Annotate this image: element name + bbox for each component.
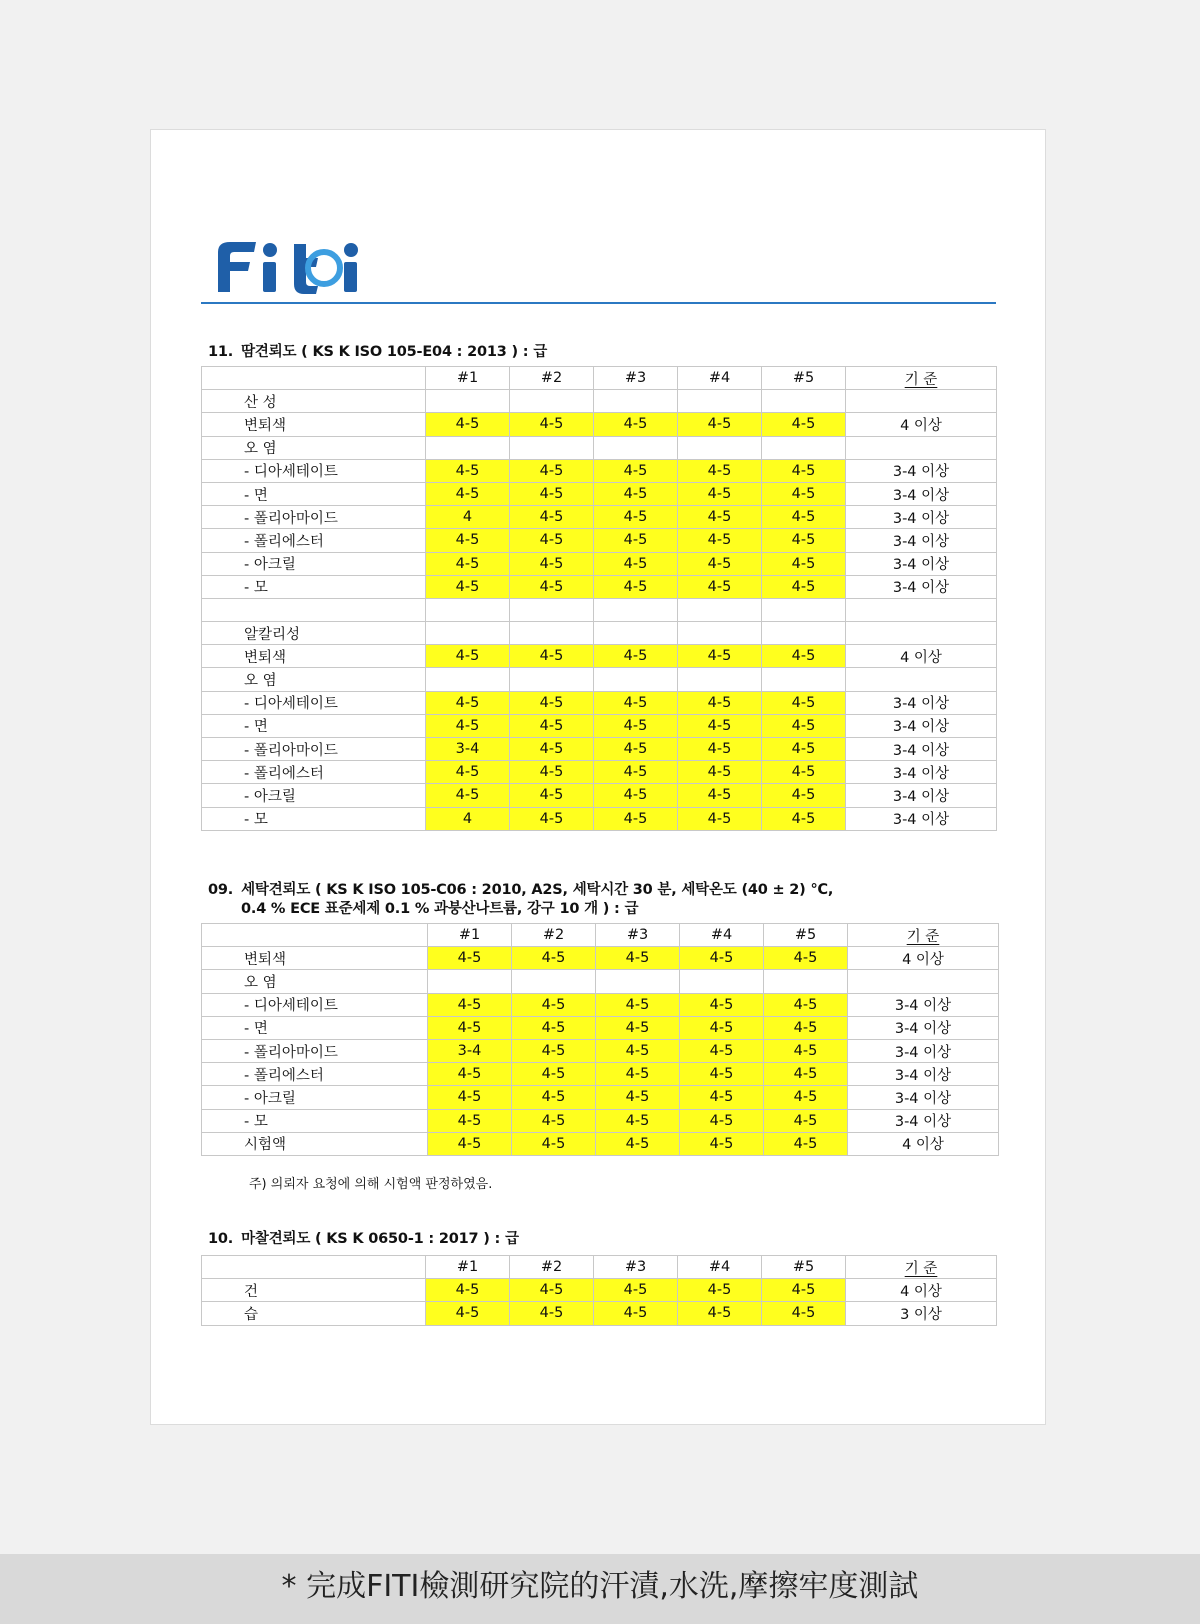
table-row — [202, 622, 997, 645]
standard-cell: 3-4 이상 — [846, 761, 997, 784]
standard-cell: 4 이상 — [848, 1132, 999, 1155]
grade-cell: 4-5 — [764, 947, 848, 970]
section2-title: 09. 세탁견뢰도 ( KS K ISO 105-C06 : 2010, A2S, 세탁시간 30 분, 세탁온도 (40 ± 2) ℃, — [208, 882, 834, 898]
standard-cell: 4 이상 — [846, 645, 997, 668]
grade-cell: 4-5 — [512, 993, 596, 1016]
grade-cell: 4-5 — [426, 552, 510, 575]
grade-cell: 4-5 — [510, 413, 594, 436]
grade-cell: 4-5 — [594, 807, 678, 830]
grade-cell: 4-5 — [762, 575, 846, 598]
grade-cell: 4-5 — [426, 529, 510, 552]
grade-cell: 4-5 — [764, 1016, 848, 1039]
column-header-standard — [846, 1256, 997, 1279]
column-header: #1 — [428, 924, 512, 947]
row-label: 변퇴색 — [202, 645, 426, 668]
table-row — [202, 714, 997, 737]
grade-cell: 4-5 — [762, 459, 846, 482]
grade-cell: 4-5 — [680, 1132, 764, 1155]
grade-cell: 4-5 — [426, 413, 510, 436]
table-row — [202, 645, 997, 668]
table-row — [202, 482, 997, 505]
table-row — [202, 738, 997, 761]
grade-cell: 4-5 — [762, 506, 846, 529]
table-row — [202, 1063, 999, 1086]
grade-cell: 4-5 — [428, 1132, 512, 1155]
column-header: #3 — [596, 924, 680, 947]
grade-cell: 4-5 — [762, 529, 846, 552]
grade-cell: 4 — [426, 807, 510, 830]
standard-cell — [846, 436, 997, 459]
table-row — [202, 413, 997, 436]
grade-cell: 4-5 — [678, 691, 762, 714]
grade-cell: 4-5 — [426, 784, 510, 807]
grade-cell: 4-5 — [594, 413, 678, 436]
grade-cell: 4-5 — [596, 1063, 680, 1086]
grade-cell: 4-5 — [678, 761, 762, 784]
grade-cell: 4-5 — [762, 645, 846, 668]
grade-cell: 4-5 — [426, 1302, 510, 1325]
grade-cell: 4-5 — [594, 761, 678, 784]
caption-bar: * 完成FITI檢測研究院的汗漬,水洗,摩擦牢度測試 — [0, 1554, 1200, 1624]
grade-cell: 4-5 — [678, 413, 762, 436]
grade-cell: 4-5 — [426, 761, 510, 784]
grade-cell: 4-5 — [510, 761, 594, 784]
section2-title-line2: 0.4 % ECE 표준세제 0.1 % 과붕산나트륨, 강구 10 개 ) : 급 — [241, 901, 639, 917]
standard-cell: 3-4 이상 — [846, 482, 997, 505]
grade-cell: 4-5 — [762, 1302, 846, 1325]
grade-cell: 4-5 — [678, 714, 762, 737]
table-row — [202, 1039, 999, 1062]
header-row — [202, 1256, 997, 1279]
grade-cell — [762, 436, 846, 459]
grade-cell: 4-5 — [596, 947, 680, 970]
column-header: #1 — [426, 1256, 510, 1279]
standard-cell: 3-4 이상 — [846, 552, 997, 575]
grade-cell: 4-5 — [426, 691, 510, 714]
row-label: - 폴리아마이드 — [202, 738, 426, 761]
grade-cell — [510, 622, 594, 645]
grade-cell — [594, 436, 678, 459]
perspiration-table — [201, 366, 997, 831]
grade-cell: 4-5 — [510, 529, 594, 552]
standard-cell — [848, 970, 999, 993]
grade-cell: 4-5 — [594, 784, 678, 807]
grade-cell: 4-5 — [678, 575, 762, 598]
grade-cell: 4-5 — [678, 1279, 762, 1302]
column-header: #5 — [762, 367, 846, 390]
grade-cell: 4-5 — [680, 1086, 764, 1109]
fiti-logo — [212, 238, 362, 296]
column-header: #4 — [680, 924, 764, 947]
row-label: - 면 — [202, 1016, 428, 1039]
standard-cell: 3-4 이상 — [848, 1016, 999, 1039]
grade-cell: 4-5 — [762, 413, 846, 436]
grade-cell: 4-5 — [678, 1302, 762, 1325]
column-header: #5 — [764, 924, 848, 947]
grade-cell — [594, 598, 678, 621]
grade-cell — [510, 668, 594, 691]
grade-cell: 4-5 — [512, 1109, 596, 1132]
header-row — [202, 924, 999, 947]
standard-cell: 4 이상 — [848, 947, 999, 970]
grade-cell: 4-5 — [426, 645, 510, 668]
standard-cell: 3-4 이상 — [846, 529, 997, 552]
grade-cell — [594, 622, 678, 645]
grade-cell — [678, 668, 762, 691]
grade-cell: 4-5 — [764, 1109, 848, 1132]
grade-cell: 4-5 — [512, 1132, 596, 1155]
table-row — [202, 1132, 999, 1155]
grade-cell: 4-5 — [678, 784, 762, 807]
row-label: - 아크릴 — [202, 784, 426, 807]
grade-cell — [762, 598, 846, 621]
column-header: #1 — [426, 367, 510, 390]
row-label: - 디아세테이트 — [202, 691, 426, 714]
grade-cell: 4-5 — [680, 993, 764, 1016]
grade-cell: 4-5 — [594, 506, 678, 529]
standard-cell: 3-4 이상 — [848, 1109, 999, 1132]
rubbing-table — [201, 1255, 997, 1326]
grade-cell: 3-4 — [428, 1039, 512, 1062]
grade-cell: 4-5 — [762, 738, 846, 761]
grade-cell: 4-5 — [426, 482, 510, 505]
grade-cell — [426, 668, 510, 691]
row-label: 시험액 — [202, 1132, 428, 1155]
table-row — [202, 993, 999, 1016]
washing-table — [201, 923, 999, 1156]
grade-cell: 4-5 — [510, 807, 594, 830]
column-header: #3 — [594, 367, 678, 390]
grade-cell — [594, 390, 678, 413]
grade-cell: 4-5 — [512, 947, 596, 970]
grade-cell: 4-5 — [764, 993, 848, 1016]
grade-cell: 4-5 — [510, 459, 594, 482]
standard-cell — [846, 598, 997, 621]
table-row — [202, 1302, 997, 1325]
standard-cell: 3-4 이상 — [846, 714, 997, 737]
column-header: #2 — [510, 367, 594, 390]
row-label: 알칼리성 — [202, 622, 426, 645]
grade-cell: 4-5 — [594, 1279, 678, 1302]
table-row — [202, 1016, 999, 1039]
grade-cell — [762, 668, 846, 691]
grade-cell: 4-5 — [594, 714, 678, 737]
grade-cell: 4-5 — [594, 482, 678, 505]
grade-cell — [678, 390, 762, 413]
column-header: #5 — [762, 1256, 846, 1279]
section1-title: 11. 땀견뢰도 ( KS K ISO 105-E04 : 2013 ) : 급 — [208, 344, 548, 360]
column-header: #4 — [678, 1256, 762, 1279]
grade-cell: 4-5 — [594, 529, 678, 552]
column-header: #3 — [594, 1256, 678, 1279]
grade-cell: 4-5 — [510, 1302, 594, 1325]
grade-cell: 4-5 — [596, 993, 680, 1016]
grade-cell — [510, 390, 594, 413]
row-label: - 폴리아마이드 — [202, 506, 426, 529]
row-label: - 폴리에스터 — [202, 1063, 428, 1086]
grade-cell — [510, 436, 594, 459]
row-label: - 폴리아마이드 — [202, 1039, 428, 1062]
grade-cell: 4-5 — [428, 947, 512, 970]
row-label: - 디아세테이트 — [202, 993, 428, 1016]
grade-cell: 4-5 — [594, 552, 678, 575]
table-row — [202, 947, 999, 970]
table-row — [202, 1109, 999, 1132]
grade-cell: 4-5 — [510, 691, 594, 714]
standard-label: 기 준 — [906, 928, 940, 945]
grade-cell: 4-5 — [764, 1086, 848, 1109]
grade-cell: 4-5 — [764, 1039, 848, 1062]
grade-cell — [510, 598, 594, 621]
row-label: - 모 — [202, 575, 426, 598]
grade-cell: 4-5 — [426, 459, 510, 482]
header-rule — [201, 302, 996, 304]
standard-cell: 3-4 이상 — [846, 506, 997, 529]
grade-cell: 4-5 — [512, 1039, 596, 1062]
grade-cell: 4-5 — [428, 1086, 512, 1109]
standard-cell: 3-4 이상 — [846, 738, 997, 761]
grade-cell: 4-5 — [510, 575, 594, 598]
table-row — [202, 598, 997, 621]
grade-cell: 4-5 — [510, 552, 594, 575]
grade-cell: 4-5 — [678, 459, 762, 482]
grade-cell: 4-5 — [678, 645, 762, 668]
grade-cell: 4-5 — [428, 1063, 512, 1086]
grade-cell: 4-5 — [510, 738, 594, 761]
table-row — [202, 552, 997, 575]
grade-cell: 4-5 — [596, 1132, 680, 1155]
row-label: 건 — [202, 1279, 426, 1302]
table-row — [202, 761, 997, 784]
row-label: - 디아세테이트 — [202, 459, 426, 482]
grade-cell: 4-5 — [428, 1016, 512, 1039]
grade-cell: 3-4 — [426, 738, 510, 761]
grade-cell: 4-5 — [762, 714, 846, 737]
grade-cell: 4-5 — [510, 714, 594, 737]
grade-cell: 4-5 — [426, 575, 510, 598]
table-row — [202, 970, 999, 993]
grade-cell: 4-5 — [762, 761, 846, 784]
table-row — [202, 436, 997, 459]
grade-cell — [426, 622, 510, 645]
row-label: - 모 — [202, 807, 426, 830]
row-label: - 폴리에스터 — [202, 529, 426, 552]
standard-cell: 3-4 이상 — [846, 459, 997, 482]
header-blank-cell — [202, 1256, 426, 1279]
grade-cell: 4-5 — [678, 552, 762, 575]
table-row — [202, 1086, 999, 1109]
grade-cell: 4-5 — [680, 1109, 764, 1132]
table-row — [202, 459, 997, 482]
grade-cell — [762, 622, 846, 645]
row-label: - 아크릴 — [202, 1086, 428, 1109]
grade-cell: 4-5 — [762, 807, 846, 830]
grade-cell: 4-5 — [428, 993, 512, 1016]
grade-cell: 4-5 — [594, 575, 678, 598]
grade-cell: 4-5 — [426, 714, 510, 737]
standard-cell: 3-4 이상 — [848, 993, 999, 1016]
grade-cell: 4-5 — [764, 1063, 848, 1086]
standard-cell: 3 이상 — [846, 1302, 997, 1325]
row-label: - 면 — [202, 714, 426, 737]
standard-cell: 3-4 이상 — [848, 1086, 999, 1109]
standard-cell: 3-4 이상 — [846, 784, 997, 807]
standard-cell — [846, 668, 997, 691]
table-row — [202, 506, 997, 529]
grade-cell: 4-5 — [762, 784, 846, 807]
grade-cell: 4-5 — [512, 1016, 596, 1039]
grade-cell: 4-5 — [680, 1016, 764, 1039]
grade-cell: 4-5 — [764, 1132, 848, 1155]
grade-cell — [426, 390, 510, 413]
column-header-standard — [846, 367, 997, 390]
row-label: - 폴리에스터 — [202, 761, 426, 784]
grade-cell — [762, 390, 846, 413]
grade-cell: 4-5 — [512, 1063, 596, 1086]
standard-cell — [846, 390, 997, 413]
grade-cell: 4-5 — [678, 738, 762, 761]
grade-cell — [678, 436, 762, 459]
grade-cell: 4-5 — [510, 1279, 594, 1302]
standard-label: 기 준 — [904, 371, 938, 388]
grade-cell: 4-5 — [678, 482, 762, 505]
table-row — [202, 807, 997, 830]
section3-title: 10. 마찰견뢰도 ( KS K 0650-1 : 2017 ) : 급 — [208, 1231, 519, 1247]
table-row — [202, 390, 997, 413]
column-header: #4 — [678, 367, 762, 390]
standard-cell: 3-4 이상 — [848, 1063, 999, 1086]
grade-cell: 4-5 — [594, 738, 678, 761]
row-label: 변퇴색 — [202, 413, 426, 436]
column-header: #2 — [510, 1256, 594, 1279]
grade-cell: 4-5 — [510, 482, 594, 505]
grade-cell: 4-5 — [594, 1302, 678, 1325]
table-note: 주) 의뢰자 요청에 의해 시험액 판정하였음. — [249, 1177, 493, 1192]
grade-cell: 4-5 — [512, 1086, 596, 1109]
grade-cell: 4-5 — [596, 1086, 680, 1109]
table-row — [202, 668, 997, 691]
grade-cell: 4-5 — [594, 691, 678, 714]
grade-cell: 4-5 — [762, 552, 846, 575]
grade-cell — [678, 622, 762, 645]
grade-cell: 4-5 — [762, 1279, 846, 1302]
standard-cell: 3-4 이상 — [846, 807, 997, 830]
header-row — [202, 367, 997, 390]
grade-cell: 4-5 — [678, 506, 762, 529]
standard-cell: 4 이상 — [846, 1279, 997, 1302]
grade-cell: 4-5 — [426, 1279, 510, 1302]
standard-cell: 3-4 이상 — [846, 575, 997, 598]
grade-cell: 4-5 — [680, 947, 764, 970]
table-row — [202, 529, 997, 552]
grade-cell — [426, 436, 510, 459]
table-row — [202, 691, 997, 714]
row-label: - 아크릴 — [202, 552, 426, 575]
grade-cell: 4-5 — [680, 1063, 764, 1086]
grade-cell — [678, 598, 762, 621]
grade-cell: 4-5 — [762, 691, 846, 714]
standard-cell — [846, 622, 997, 645]
row-label: 오 염 — [202, 970, 428, 993]
grade-cell — [512, 970, 596, 993]
row-label: 습 — [202, 1302, 426, 1325]
header-blank-cell — [202, 924, 428, 947]
grade-cell: 4-5 — [596, 1016, 680, 1039]
grade-cell — [428, 970, 512, 993]
grade-cell: 4-5 — [510, 506, 594, 529]
row-label: 변퇴색 — [202, 947, 428, 970]
grade-cell: 4 — [426, 506, 510, 529]
grade-cell: 4-5 — [594, 645, 678, 668]
grade-cell — [594, 668, 678, 691]
grade-cell — [426, 598, 510, 621]
grade-cell: 4-5 — [678, 529, 762, 552]
table-row — [202, 784, 997, 807]
grade-cell: 4-5 — [594, 459, 678, 482]
grade-cell: 4-5 — [510, 784, 594, 807]
table-row — [202, 1279, 997, 1302]
standard-cell: 3-4 이상 — [848, 1039, 999, 1062]
standard-cell: 4 이상 — [846, 413, 997, 436]
standard-label: 기 준 — [904, 1260, 938, 1277]
grade-cell: 4-5 — [596, 1109, 680, 1132]
grade-cell — [680, 970, 764, 993]
column-header: #2 — [512, 924, 596, 947]
grade-cell: 4-5 — [678, 807, 762, 830]
grade-cell: 4-5 — [680, 1039, 764, 1062]
grade-cell — [764, 970, 848, 993]
row-label: - 모 — [202, 1109, 428, 1132]
table-row — [202, 575, 997, 598]
row-label: 오 염 — [202, 668, 426, 691]
column-header-standard — [848, 924, 999, 947]
grade-cell: 4-5 — [596, 1039, 680, 1062]
header-blank-cell — [202, 367, 426, 390]
row-label — [202, 598, 426, 621]
row-label: 산 성 — [202, 390, 426, 413]
grade-cell: 4-5 — [510, 645, 594, 668]
grade-cell: 4-5 — [428, 1109, 512, 1132]
grade-cell: 4-5 — [762, 482, 846, 505]
row-label: 오 염 — [202, 436, 426, 459]
standard-cell: 3-4 이상 — [846, 691, 997, 714]
row-label: - 면 — [202, 482, 426, 505]
grade-cell — [596, 970, 680, 993]
